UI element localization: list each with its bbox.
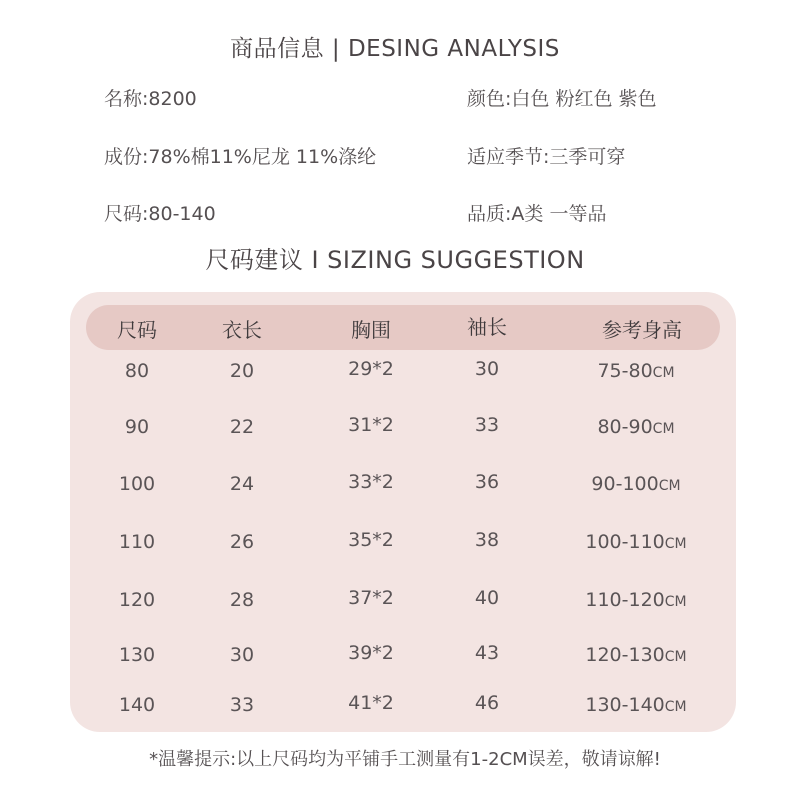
unit-label: CM <box>664 649 687 665</box>
cell-height <box>585 644 686 666</box>
cell-size-value: 90 <box>124 416 150 438</box>
cell-length-value: 20 <box>229 360 255 382</box>
cell-chest-value: 33*2 <box>348 471 394 493</box>
cell-length <box>230 531 254 553</box>
unit-label: CM <box>664 594 687 610</box>
cell-height-value: 75-80 <box>597 360 653 382</box>
header-chest: 胸围 <box>351 318 391 342</box>
cell-height <box>597 416 674 438</box>
cell-height-value: 120-130 <box>585 644 665 666</box>
cell-size-value: 140 <box>118 694 156 716</box>
cell-height <box>585 694 686 716</box>
cell-sleeve-value: 40 <box>474 587 500 609</box>
cell-height-value: 90-100 <box>591 473 659 495</box>
header-sleeve: 袖长 <box>467 315 507 339</box>
cell-chest <box>348 471 394 493</box>
cell-chest-value: 39*2 <box>348 642 394 664</box>
product-name: 名称:8200 <box>104 88 197 110</box>
cell-size <box>119 694 155 716</box>
cell-length-value: 33 <box>229 694 255 716</box>
header-length: 衣长 <box>222 318 262 342</box>
cell-sleeve <box>475 642 499 664</box>
cell-height <box>591 473 680 495</box>
cell-length <box>230 589 254 611</box>
product-info-title: 商品信息 | DESING ANALYSIS <box>230 36 560 62</box>
product-color: 颜色:白色 粉红色 紫色 <box>467 88 657 110</box>
cell-height <box>585 531 686 553</box>
cell-chest <box>348 529 394 551</box>
cell-sleeve-value: 46 <box>474 692 500 714</box>
cell-length <box>230 694 254 716</box>
cell-size-value: 110 <box>118 531 156 553</box>
cell-sleeve-value: 33 <box>474 414 500 436</box>
cell-size <box>119 589 155 611</box>
cell-size <box>125 416 149 438</box>
cell-length-value: 30 <box>229 644 255 666</box>
cell-length <box>230 360 254 382</box>
cell-chest <box>348 587 394 609</box>
cell-chest <box>348 642 394 664</box>
cell-size <box>125 360 149 382</box>
unit-label: CM <box>652 365 675 381</box>
header-size: 尺码 <box>117 318 157 342</box>
cell-size-value: 100 <box>118 473 156 495</box>
cell-chest-value: 31*2 <box>348 414 394 436</box>
cell-sleeve <box>475 529 499 551</box>
cell-length-value: 26 <box>229 531 255 553</box>
cell-chest <box>348 414 394 436</box>
cell-height-value: 110-120 <box>585 589 665 611</box>
cell-height <box>597 360 674 382</box>
cell-sleeve <box>475 692 499 714</box>
cell-size <box>119 473 155 495</box>
cell-height <box>585 589 686 611</box>
cell-length <box>230 473 254 495</box>
cell-sleeve-value: 30 <box>474 358 500 380</box>
cell-chest-value: 35*2 <box>348 529 394 551</box>
product-size-range: 尺码:80-140 <box>104 203 216 225</box>
cell-length-value: 22 <box>229 416 255 438</box>
cell-height-value: 80-90 <box>597 416 653 438</box>
cell-chest-value: 37*2 <box>348 587 394 609</box>
cell-chest <box>348 358 394 380</box>
header-height: 参考身高 <box>602 318 682 342</box>
cell-size <box>119 644 155 666</box>
cell-height-value: 130-140 <box>585 694 665 716</box>
cell-sleeve <box>475 414 499 436</box>
cell-chest <box>348 692 394 714</box>
cell-sleeve-value: 36 <box>474 471 500 493</box>
product-quality: 品质:A类 一等品 <box>467 203 607 225</box>
cell-sleeve <box>475 471 499 493</box>
cell-length <box>230 644 254 666</box>
size-table-panel <box>70 292 736 732</box>
cell-height-value: 100-110 <box>585 531 665 553</box>
cell-size-value: 130 <box>118 644 156 666</box>
cell-sleeve-value: 38 <box>474 529 500 551</box>
cell-sleeve-value: 43 <box>474 642 500 664</box>
cell-size <box>119 531 155 553</box>
unit-label: CM <box>652 421 675 437</box>
measurement-note: *温馨提示:以上尺码均为平铺手工测量有1-2CM误差，敬请谅解! <box>149 749 661 770</box>
cell-length <box>230 416 254 438</box>
unit-label: CM <box>664 699 687 715</box>
unit-label: CM <box>664 536 687 552</box>
cell-chest-value: 41*2 <box>348 692 394 714</box>
cell-sleeve <box>475 358 499 380</box>
product-season: 适应季节:三季可穿 <box>467 146 626 168</box>
unit-label: CM <box>658 478 681 494</box>
cell-length-value: 28 <box>229 589 255 611</box>
cell-size-value: 80 <box>124 360 150 382</box>
cell-size-value: 120 <box>118 589 156 611</box>
sizing-title: 尺码建议 I SIZING SUGGESTION <box>205 246 585 274</box>
product-composition: 成份:78%棉11%尼龙 11%涤纶 <box>104 146 377 168</box>
cell-length-value: 24 <box>229 473 255 495</box>
cell-sleeve <box>475 587 499 609</box>
cell-chest-value: 29*2 <box>348 358 394 380</box>
